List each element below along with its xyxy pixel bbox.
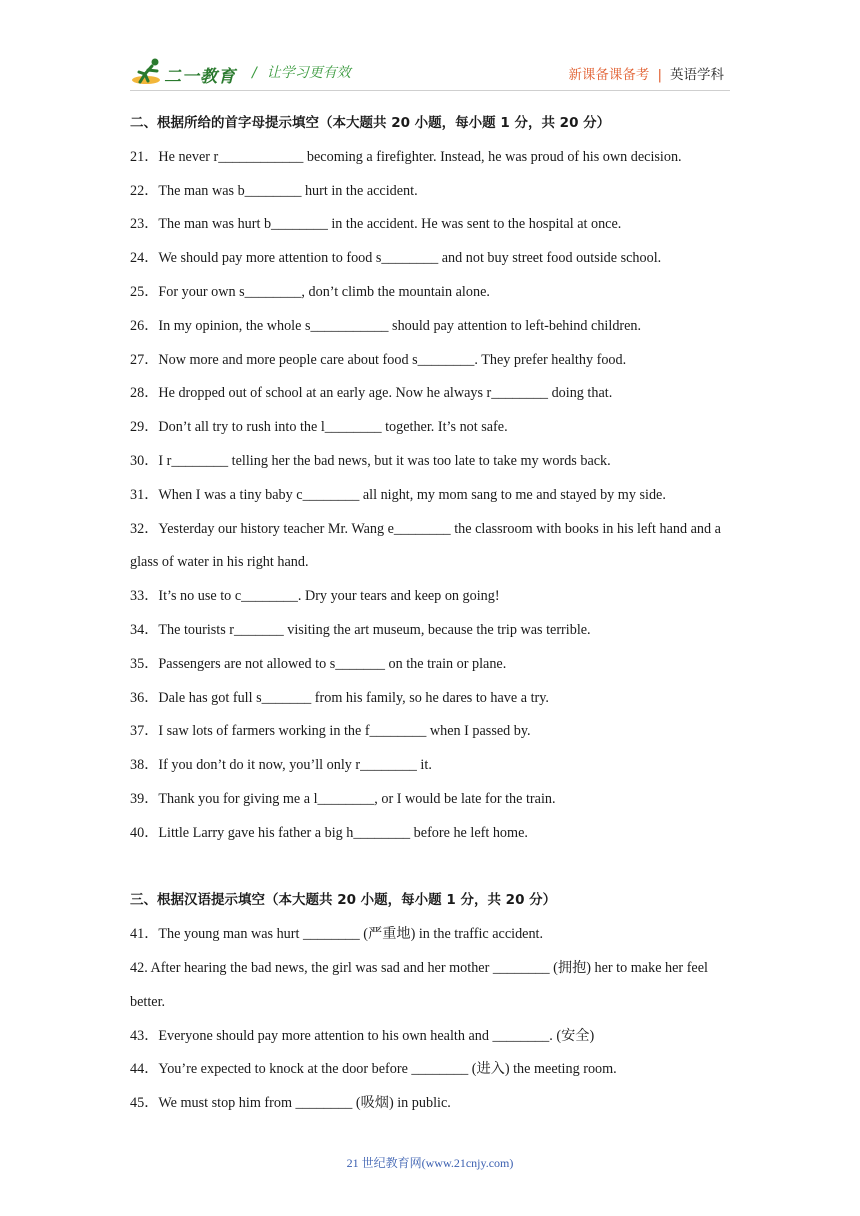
slogan bbox=[252, 62, 351, 82]
page-header bbox=[130, 56, 730, 90]
section2-questions bbox=[130, 141, 734, 851]
question-34: 34．The tourists r_______ visiting the art museum, because the trip was terrible. bbox=[130, 621, 591, 638]
question-25: 25．For your own s________, don’t climb the mountain alone. bbox=[130, 283, 490, 300]
section2-title: 二、根据所给的首字母提示填空（本大题共 20 小题，每小题 1 分，共 20 分） bbox=[130, 115, 611, 131]
logo-text: 二一教育 bbox=[164, 67, 236, 87]
question-22: 22．The man was b________ hurt in the accident. bbox=[130, 182, 418, 199]
question-24: 24．We should pay more attention to food s________ and not buy street food outside school. bbox=[130, 250, 662, 267]
question-38: 38．If you don’t do it now, you’ll only r________ it. bbox=[130, 757, 432, 774]
header-divider bbox=[130, 90, 730, 91]
section-spacer bbox=[130, 851, 734, 885]
header-course-label: 新课备课备考 bbox=[568, 67, 650, 83]
slogan-text: 让学习更有效 bbox=[266, 65, 351, 81]
question-41: 41．The young man was hurt ________ (严重地) in the traffic accident. bbox=[130, 926, 544, 943]
question-35: 35．Passengers are not allowed to s_______ on the train or plane. bbox=[130, 655, 507, 672]
question-26: 26．In my opinion, the whole s___________ should pay attention to left-behind children. bbox=[130, 317, 642, 334]
question-42: 42. After hearing the bad news, the girl was sad and her mother ________ (拥抱) her to make her feel better. bbox=[130, 959, 708, 1010]
question-28: 28．He dropped out of school at an early age. Now he always r________ doing that. bbox=[130, 385, 613, 402]
question-39: 39．Thank you for giving me a l________, or I would be late for the train. bbox=[130, 790, 556, 807]
question-40: 40．Little Larry gave his father a big h________ before he left home. bbox=[130, 824, 528, 841]
header-subject bbox=[568, 63, 724, 83]
question-29: 29．Don’t all try to rush into the l________ together. It’s not safe. bbox=[130, 419, 508, 436]
question-43: 43．Everyone should pay more attention to his own health and ________. (安全) bbox=[130, 1027, 595, 1044]
header-separator: | bbox=[657, 67, 662, 83]
question-27: 27．Now more and more people care about food s________. They prefer healthy food. bbox=[130, 351, 627, 368]
section3-title: 三、根据汉语提示填空（本大题共 20 小题，每小题 1 分，共 20 分） bbox=[130, 892, 557, 909]
question-37: 37．I saw lots of farmers working in the f________ when I passed by. bbox=[130, 723, 531, 740]
section3-questions bbox=[130, 918, 734, 1121]
logo bbox=[130, 56, 240, 90]
slogan-slash: / bbox=[252, 65, 257, 81]
question-31: 31．When I was a tiny baby c________ all night, my mom sang to me and stayed by my side. bbox=[130, 486, 666, 503]
question-44: 44．You’re expected to knock at the door before ________ (进入) the meeting room. bbox=[130, 1061, 617, 1078]
question-45: 45．We must stop him from ________ (吸烟) in public. bbox=[130, 1095, 451, 1112]
exercise-content bbox=[130, 107, 734, 1121]
question-21: 21．He never r____________ becoming a firefighter. Instead, he was proud of his own decision. bbox=[130, 148, 682, 165]
question-23: 23．The man was hurt b________ in the accident. He was sent to the hospital at once. bbox=[130, 216, 622, 233]
page-footer: 21 世纪教育网(www.21cnjy.com) bbox=[346, 1156, 514, 1170]
question-36: 36．Dale has got full s_______ from his family, so he dares to have a try. bbox=[130, 689, 549, 706]
question-30: 30．I r________ telling her the bad news, but it was too late to take my words back. bbox=[130, 452, 611, 469]
question-32: 32．Yesterday our history teacher Mr. Wang e________ the classroom with books in his left hand and a glass of water in his right hand. bbox=[130, 520, 721, 571]
header-subject-label: 英语学科 bbox=[670, 67, 724, 83]
question-33: 33．It’s no use to c________. Dry your tears and keep on going! bbox=[130, 588, 500, 605]
